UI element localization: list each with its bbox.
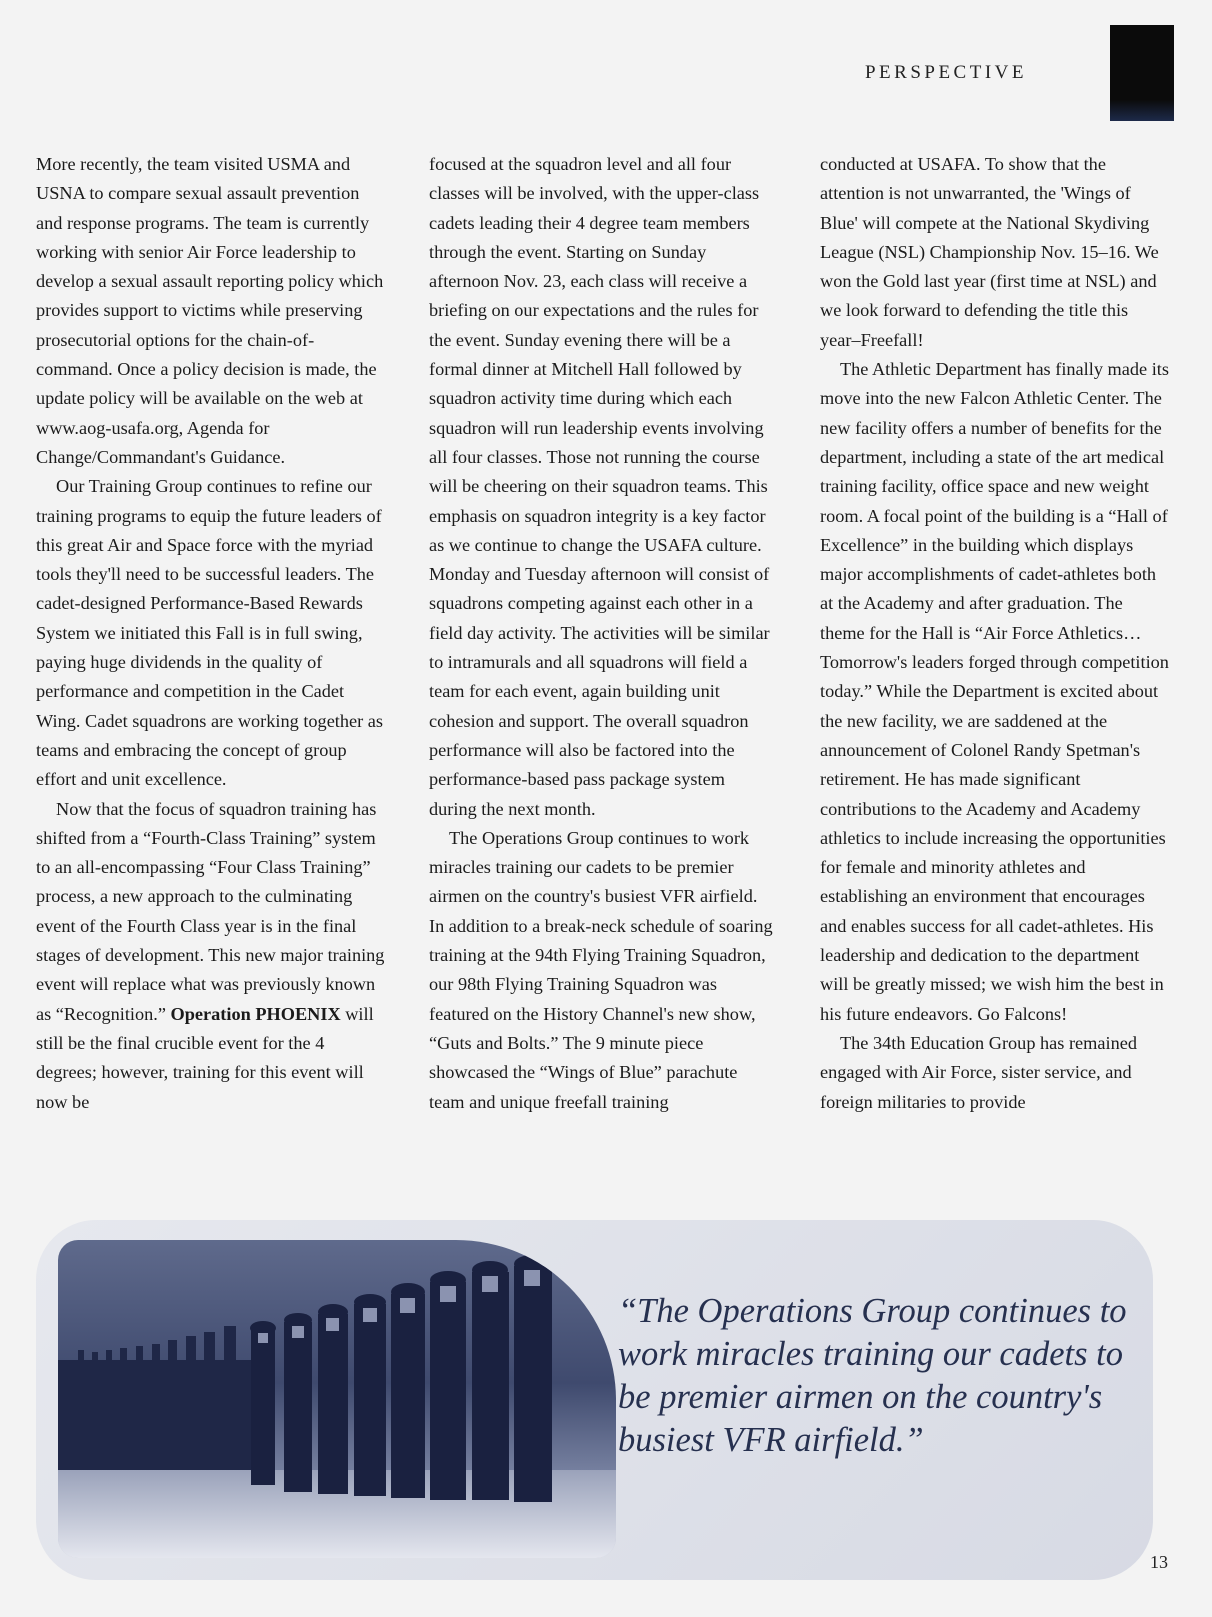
paragraph-text: will still be the final crucible event for the 4 degrees; however, training for this event will now be: [36, 1003, 374, 1112]
paragraph: Our Training Group continues to refine our training programs to equip the future leaders of this great Air and Space force with the myriad tools they'll need to be successful leaders. The cadet-designed Performance-Based Rewards System we initiated this Fall is in full swing, paying huge dividends in the quality of performance and competition in the Cadet Wing. Cadet squadrons are working together as teams and embracing the concept of group effort and unit excellence.: [36, 476, 384, 790]
paragraph-text: Now that the focus of squadron training has shifted from a “Fourth-Class Training” system to an all-encompassing “Four Class Training” process, a new approach to the culminating event of the Fourth Class year is in the final stages of development. This new major training event will replace what was previously known as “Recognition.”: [36, 798, 385, 1024]
header-color-block: [1110, 25, 1174, 121]
paragraph: [36, 795, 386, 1117]
paragraph: The Operations Group continues to work miracles training our cadets to be premier airmen on the country's busiest VFR airfield. In addition to a break-neck schedule of soaring training at the 94th Flying Training Squadron, our 98th Flying Training Squadron was featured on the History Channel's new show, “Guts and Bolts.” The 9 minute piece showcased the “Wings of Blue” parachute team and unique freefall training: [429, 827, 773, 1112]
paragraph: conducted at USAFA. To show that the attention is not unwarranted, the 'Wings of Blue' will compete at the National Skydiving League (NSL) Championship Nov. 15–16. We won the Gold last year (first time at NSL) and we look forward to defending the title this year–Freefall!: [820, 154, 1159, 350]
column-2: [429, 150, 774, 1117]
article-body: [0, 150, 1212, 1190]
paragraph: focused at the squadron level and all four classes will be involved, with the upper-class cadets leading their 4 degree team members through the event. Starting on Sunday afternoon Nov. 23, each class will receive a briefing on our expectations and the rules for the event. Sunday evening there will be a formal dinner at Mitchell Hall followed by squadron activity time during which each squadron will run leadership events involving all four classes. Those not running the course will be cheering on their squadron teams. This emphasis on squadron integrity is a key factor as we continue to change the USAFA culture. Monday and Tuesday afternoon will consist of squadrons competing against each other in a field day activity. The activities will be similar to intramurals and all squadrons will field a team for each event, again building unit cohesion and support. The overall squadron performance will also be factored into the performance-based pass package system during the next month.: [429, 154, 770, 819]
pull-quote-text: “The Operations Group continues to work miracles training our cadets to be premier airmen on the country's busiest VFR airfield.”: [618, 1292, 1127, 1459]
paragraph: The 34th Education Group has remained engaged with Air Force, sister service, and foreign militaries to provide: [820, 1032, 1137, 1112]
operation-phoenix-bold: Operation PHOENIX: [170, 1003, 341, 1024]
section-label: PERSPECTIVE: [864, 62, 1027, 83]
column-3: [820, 150, 1170, 1117]
page-number: 13: [1150, 1552, 1168, 1572]
paragraph: More recently, the team visited USMA and USNA to compare sexual assault prevention and response programs. The team is currently working with senior Air Force leadership to develop a sexual assault reporting policy which provides support to victims while preserving prosecutorial options for the chain-of-command. Once a policy decision is made, the update policy will be available on the web at www.aog-usafa.org, Agenda for Change/Commandant's Guidance.: [36, 154, 384, 467]
cadets-marching-photo: [58, 1240, 616, 1558]
paragraph: The Athletic Department has finally made its move into the new Falcon Athletic Center. The new facility offers a number of benefits for the department, including a state of the art medical training facility, office space and new weight room. A focal point of the building is a “Hall of Excellence” in the building which displays major accomplishments of cadet-athletes both at the Academy and after graduation. The theme for the Hall is “Air Force Athletics…Tomorrow's leaders forged through competition today.” While the Department is excited about the new facility, we are saddened at the announcement of Colonel Randy Spetman's retirement. He has made significant contributions to the Academy and Academy athletics to include increasing the opportunities for female and minority athletes and establishing an environment that encourages and enables success for all cadet-athletes. His leadership and dedication to the department will be greatly missed; we wish him the best in his future endeavors. Go Falcons!: [820, 359, 1169, 1024]
pull-quote-callout: [36, 1220, 1153, 1580]
column-1: [36, 150, 386, 1117]
